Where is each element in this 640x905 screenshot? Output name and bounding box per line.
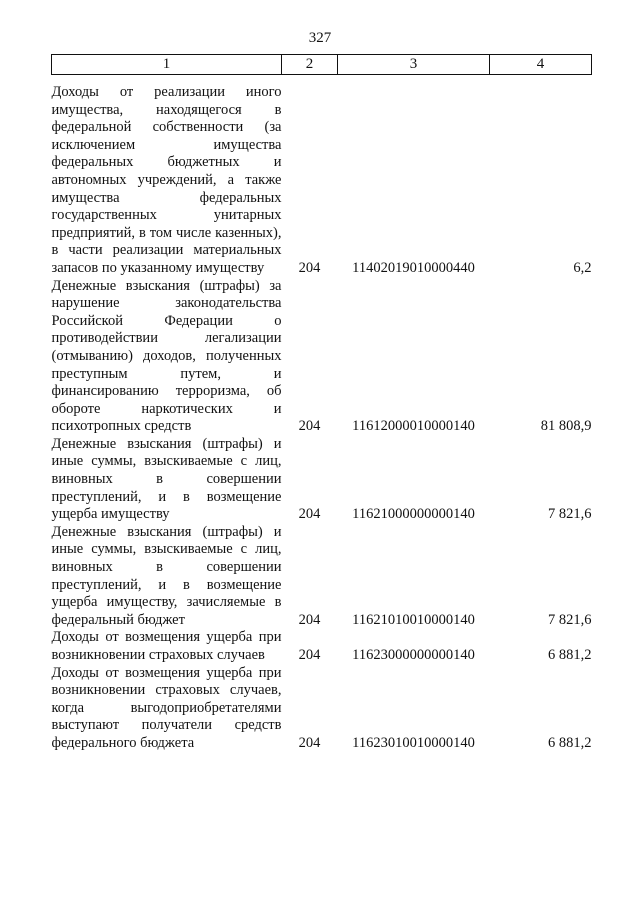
amount-value: 6,2 (573, 259, 592, 276)
chapter-code: 204 (298, 611, 321, 628)
chapter-code: 204 (298, 506, 321, 523)
column-header-3: 3 (338, 55, 490, 75)
classification-code: 11402019010000440 (352, 259, 475, 276)
column-header-1: 1 (52, 55, 282, 75)
page-number: 327 (308, 30, 332, 46)
budget-revenue-table (51, 54, 592, 753)
amount-value: 81 808,9 (540, 418, 592, 435)
revenue-description: Доходы от реализации иного имущества, находящегося в федеральной собственности (за исключением имущества федеральных бюджетных и автономных учреждений, а также имущества федеральных государственных унитарных предприятий, в том числе казенных), в части реализации материальных запасов по указанному имуществу (51, 84, 282, 276)
amount-value: 7 821,6 (548, 506, 592, 523)
table-row (52, 436, 592, 524)
revenue-description: Денежные взыскания (штрафы) и иные суммы, взыскиваемые с лиц, виновных в совершении преступлений, и в возмещение ущерба имуществу, зачисляемые в федеральный бюджет (51, 523, 282, 628)
revenue-description: Доходы от возмещения ущерба при возникновении страховых случаев, когда выгодоприобретателями выступают получатели средств федерального бюджета (51, 664, 282, 751)
chapter-code: 204 (298, 259, 321, 276)
classification-code: 11623010010000140 (352, 734, 475, 751)
table-header-row (52, 55, 592, 75)
amount-value: 6 881,2 (548, 734, 592, 751)
amount-value: 7 821,6 (548, 611, 592, 628)
amount-value: 6 881,2 (548, 647, 592, 663)
table-row (52, 524, 592, 630)
classification-code: 11621000000000140 (352, 506, 475, 523)
column-header-4: 4 (490, 55, 592, 75)
table-row (52, 629, 592, 664)
table-row (52, 75, 592, 278)
classification-code: 11621010010000140 (352, 611, 475, 628)
revenue-description: Доходы от возмещения ущерба при возникновении страховых случаев (51, 629, 282, 663)
table-row (52, 278, 592, 436)
chapter-code: 204 (298, 734, 321, 751)
column-header-2: 2 (282, 55, 338, 75)
chapter-code: 204 (298, 647, 321, 663)
revenue-description: Денежные взыскания (штрафы) и иные суммы, взыскиваемые с лиц, виновных в совершении преступлений, и в возмещение ущерба имуществу (51, 435, 282, 523)
chapter-code: 204 (298, 418, 321, 435)
table-row (52, 665, 592, 753)
revenue-description: Денежные взыскания (штрафы) за нарушение законодательства Российской Федерации о противодействии легализации (отмыванию) доходов, полученных преступным путем, и финансированию терроризма, об обороте наркотических и психотропных средств (51, 277, 282, 435)
classification-code: 11623000000000140 (352, 647, 475, 663)
classification-code: 11612000010000140 (352, 418, 475, 435)
